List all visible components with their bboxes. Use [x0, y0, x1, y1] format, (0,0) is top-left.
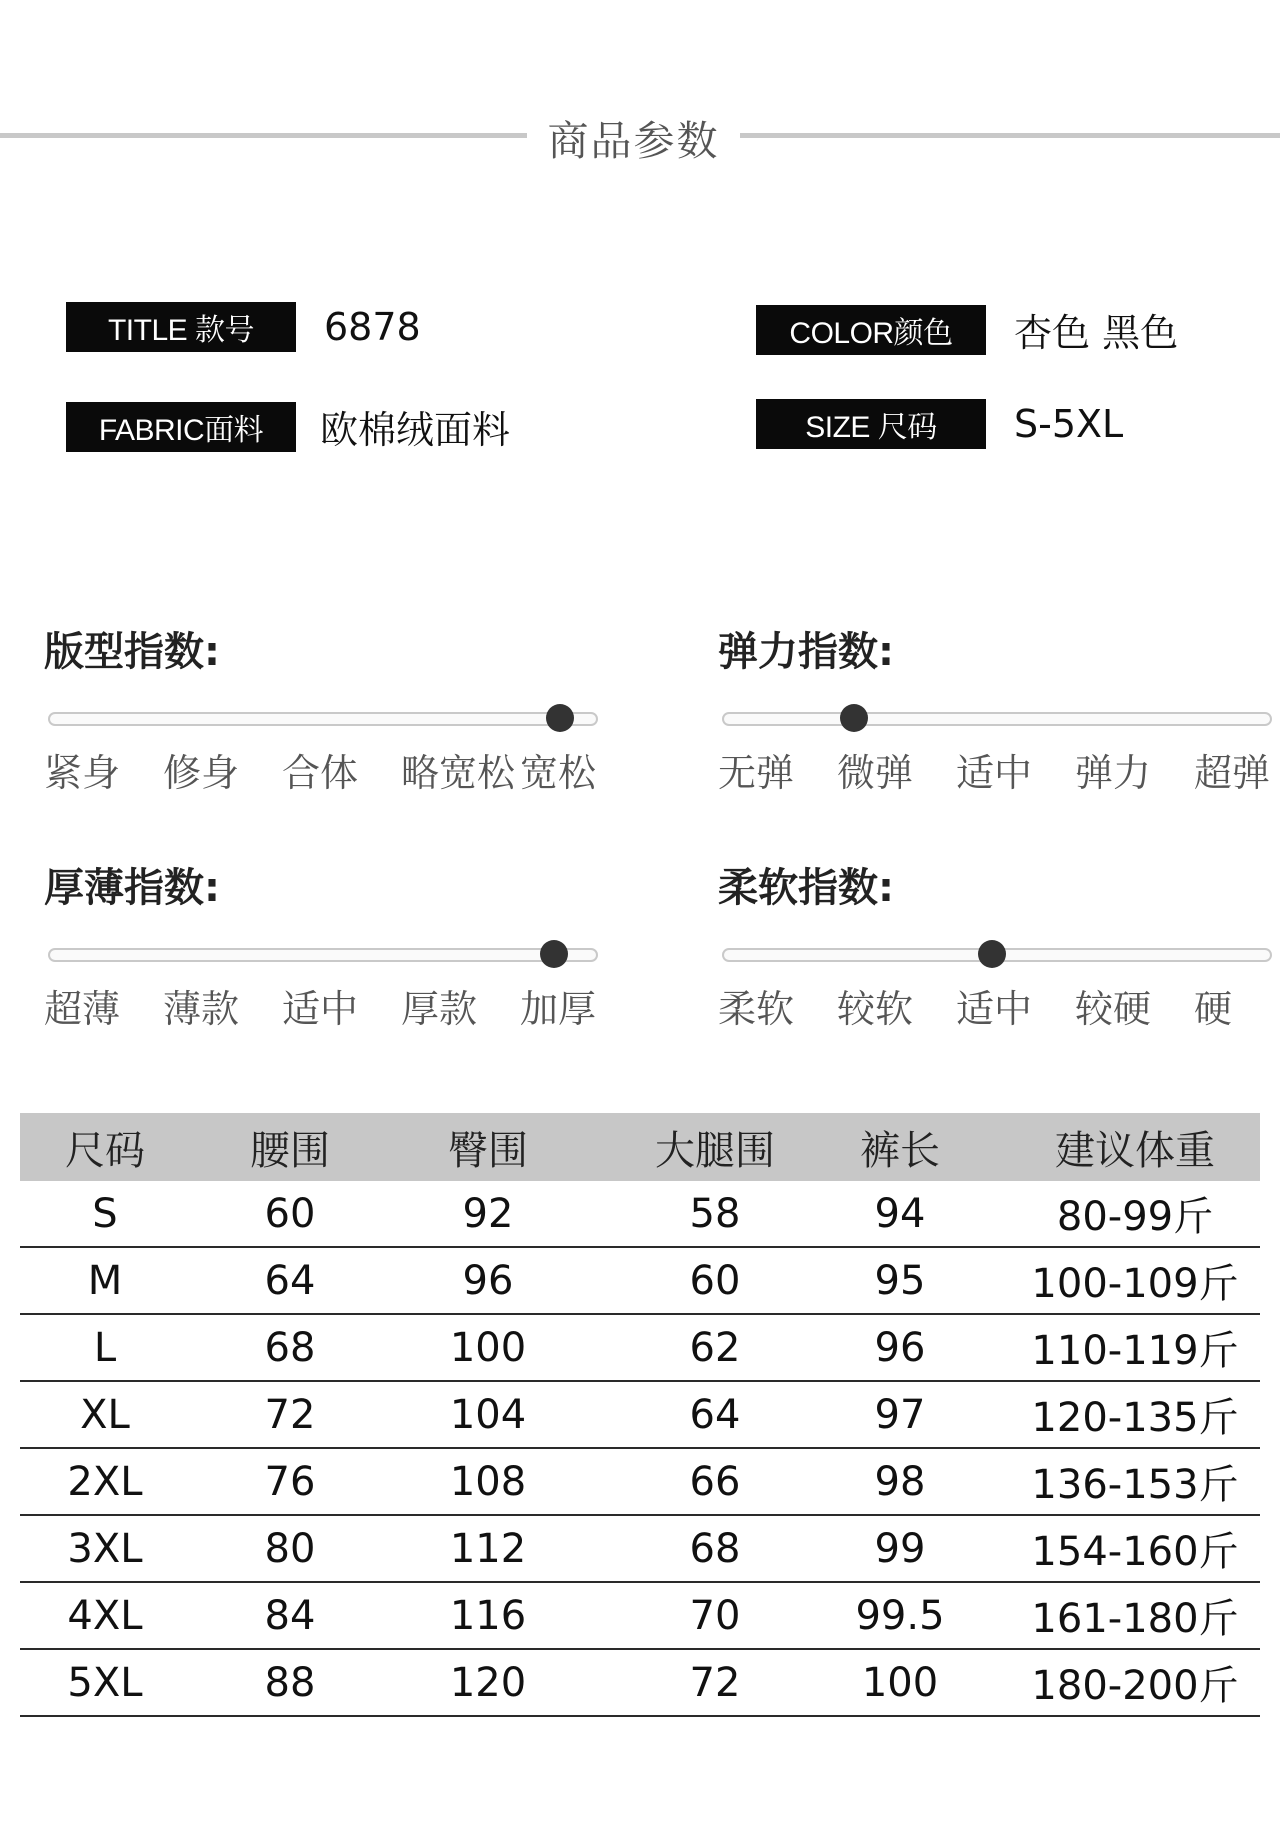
table-cell: M — [87, 1257, 123, 1304]
thickness-level: 薄款 — [163, 987, 240, 1031]
table-cell: 3XL — [67, 1525, 143, 1572]
thickness-index-title: 厚薄指数: — [44, 865, 220, 911]
table-cell: 64 — [264, 1257, 316, 1304]
table-row — [20, 1516, 1260, 1583]
table-cell: 4XL — [67, 1592, 143, 1639]
header-cell: 臀围 — [448, 1127, 528, 1174]
elasticity-level: 微弹 — [837, 751, 914, 795]
softness-level: 柔软 — [718, 987, 795, 1031]
header-cell: 大腿围 — [655, 1127, 775, 1174]
param-title-label: TITLE 款号 — [66, 302, 296, 352]
elasticity-level: 超弹 — [1194, 751, 1271, 795]
header-cell: 尺码 — [65, 1127, 145, 1174]
table-cell: 100-109斤 — [1031, 1261, 1239, 1307]
thickness-level: 适中 — [282, 987, 359, 1031]
fit-index-title: 版型指数: — [44, 629, 220, 675]
param-fabric-label: FABRIC面料 — [66, 402, 296, 452]
param-fabric — [66, 399, 510, 454]
table-cell: 104 — [449, 1391, 527, 1438]
table-cell: 72 — [689, 1659, 741, 1706]
softness-index-knob — [978, 940, 1006, 968]
table-row — [20, 1583, 1260, 1650]
table-cell: 64 — [689, 1391, 741, 1438]
table-cell: 96 — [462, 1257, 514, 1304]
softness-level: 适中 — [956, 987, 1033, 1031]
table-cell: 60 — [264, 1190, 316, 1237]
table-cell: 154-160斤 — [1031, 1529, 1239, 1575]
table-cell: 66 — [689, 1458, 741, 1505]
table-cell: 116 — [449, 1592, 527, 1639]
param-color-label: COLOR颜色 — [756, 305, 986, 355]
table-cell: 76 — [264, 1458, 316, 1505]
thickness-level: 超薄 — [44, 987, 121, 1031]
table-cell: 68 — [264, 1324, 316, 1371]
table-cell: 180-200斤 — [1031, 1663, 1239, 1709]
table-cell: 80 — [264, 1525, 316, 1572]
table-row — [20, 1315, 1260, 1382]
table-cell: 136-153斤 — [1031, 1462, 1239, 1508]
thickness-level: 加厚 — [520, 987, 597, 1031]
table-cell: 88 — [264, 1659, 316, 1706]
table-row — [20, 1650, 1260, 1717]
table-cell: 99 — [874, 1525, 926, 1572]
param-size-value: S-5XL — [1014, 402, 1124, 446]
elasticity-index — [718, 620, 1278, 795]
fit-index-knob — [546, 704, 574, 732]
table-cell: 99.5 — [855, 1592, 945, 1639]
table-cell: 58 — [689, 1190, 741, 1237]
table-cell: 110-119斤 — [1031, 1328, 1239, 1374]
fit-level: 略宽松 — [401, 751, 516, 795]
table-cell: 97 — [874, 1391, 926, 1438]
fit-level: 紧身 — [44, 751, 121, 795]
table-cell: S — [92, 1190, 118, 1237]
header-cell: 建议体重 — [1055, 1127, 1215, 1174]
table-row — [20, 1181, 1260, 1248]
elasticity-level: 无弹 — [718, 751, 795, 795]
table-cell: 84 — [264, 1592, 316, 1639]
fit-index-track — [48, 712, 598, 726]
table-cell: 2XL — [67, 1458, 143, 1505]
param-fabric-value: 欧棉绒面料 — [320, 408, 511, 452]
table-cell: L — [93, 1324, 117, 1371]
table-cell: 62 — [689, 1324, 741, 1371]
table-cell: 70 — [689, 1592, 741, 1639]
softness-index — [718, 856, 1278, 1031]
size-table-header — [20, 1113, 1260, 1181]
elasticity-index-knob — [840, 704, 868, 732]
fit-level: 合体 — [282, 751, 359, 795]
param-color — [756, 302, 1178, 357]
table-row — [20, 1382, 1260, 1449]
thickness-index-track — [48, 948, 598, 962]
thickness-index-knob — [540, 940, 568, 968]
elasticity-level: 适中 — [956, 751, 1033, 795]
softness-level: 较硬 — [1075, 987, 1152, 1031]
fit-index — [44, 620, 604, 795]
table-cell: XL — [80, 1391, 130, 1438]
size-table — [20, 1113, 1260, 1717]
header-cell: 腰围 — [250, 1127, 330, 1174]
table-cell: 80-99斤 — [1056, 1194, 1214, 1240]
header-divider-right — [740, 133, 1280, 138]
elasticity-level: 弹力 — [1075, 751, 1152, 795]
param-color-value: 杏色 黑色 — [1014, 311, 1179, 355]
header-divider-left — [0, 133, 527, 138]
softness-level: 硬 — [1194, 987, 1233, 1031]
table-cell: 108 — [449, 1458, 527, 1505]
table-cell: 100 — [861, 1659, 939, 1706]
header-cell: 裤长 — [860, 1127, 940, 1174]
softness-level: 较软 — [837, 987, 914, 1031]
table-cell: 94 — [874, 1190, 926, 1237]
table-cell: 95 — [874, 1257, 926, 1304]
size-table-body — [20, 1181, 1260, 1717]
table-cell: 98 — [874, 1458, 926, 1505]
table-cell: 120-135斤 — [1031, 1395, 1239, 1441]
fit-level: 修身 — [163, 751, 240, 795]
param-title-value: 6878 — [324, 305, 421, 349]
softness-index-title: 柔软指数: — [718, 865, 894, 911]
table-cell: 60 — [689, 1257, 741, 1304]
table-cell: 100 — [449, 1324, 527, 1371]
table-cell: 96 — [874, 1324, 926, 1371]
table-cell: 72 — [264, 1391, 316, 1438]
fit-level: 宽松 — [520, 751, 597, 795]
param-title — [66, 302, 421, 352]
param-size-label: SIZE 尺码 — [756, 399, 986, 449]
section-title: 商品参数 — [547, 117, 720, 165]
thickness-level: 厚款 — [401, 987, 478, 1031]
table-row — [20, 1449, 1260, 1516]
table-cell: 120 — [449, 1659, 527, 1706]
table-row — [20, 1248, 1260, 1315]
table-cell: 92 — [462, 1190, 514, 1237]
param-size — [756, 399, 1123, 449]
thickness-index — [44, 856, 604, 1031]
elasticity-index-title: 弹力指数: — [718, 629, 894, 675]
table-cell: 68 — [689, 1525, 741, 1572]
table-cell: 5XL — [67, 1659, 143, 1706]
elasticity-index-track — [722, 712, 1272, 726]
table-cell: 112 — [449, 1525, 527, 1572]
table-cell: 161-180斤 — [1031, 1596, 1239, 1642]
